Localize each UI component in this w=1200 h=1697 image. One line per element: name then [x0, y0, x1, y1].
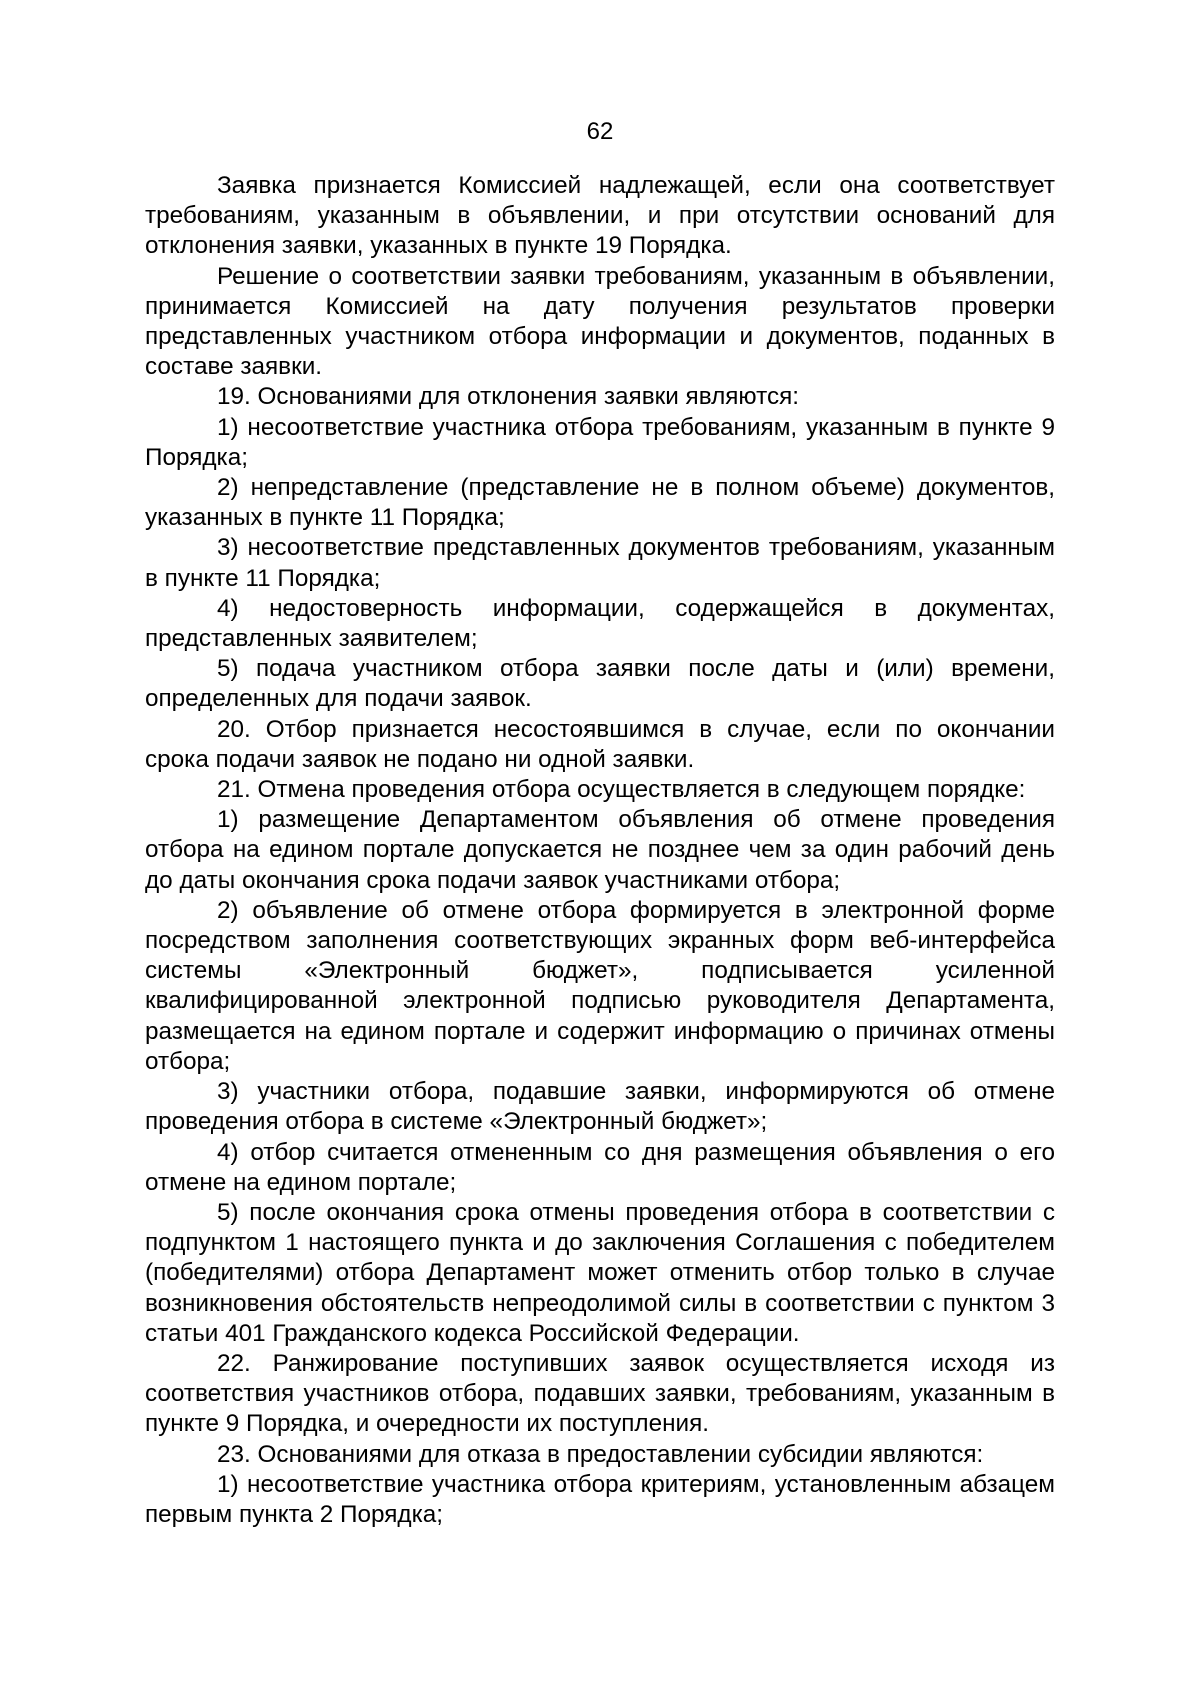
list-item: 4) отбор считается отмененным со дня размещения объявления о его отмене на едином портале; [145, 1138, 1055, 1196]
list-item: 1) несоответствие участника отбора критериям, установленным абзацем первым пункта 2 Порядка; [145, 1470, 1055, 1528]
list-item: 3) участники отбора, подавшие заявки, информируются об отмене проведения отбора в системе «Электронный бюджет»; [145, 1078, 1055, 1136]
page-number: 62 [586, 118, 614, 145]
list-item: 5) после окончания срока отмены проведения отбора в соответствии с подпунктом 1 настоящего пункта и до заключения Соглашения с победителем (победителями) отбора Департамент может отменить отбор только в случае возникновения обстоятельств непреодолимой силы в соответствии с пунктом 3 статьи 401 Гражданского кодекса Российской Федерации. [145, 1198, 1055, 1347]
paragraph: Заявка признается Комиссией надлежащей, если она соответствует требованиям, указанным в объявлении, и при отсутствии оснований для отклонения заявки, указанных в пункте 19 Порядка. [145, 172, 1055, 260]
list-item: 5) подача участником отбора заявки после даты и (или) времени, определенных для подачи заявок. [145, 655, 1055, 713]
paragraph: 20. Отбор признается несостоявшимся в случае, если по окончании срока подачи заявок не подано ни одной заявки. [145, 715, 1055, 773]
paragraph: 22. Ранжирование поступивших заявок осуществляется исходя из соответствия участников отбора, подавших заявки, требованиям, указанным в пункте 9 Порядка, и очередности их поступления. [145, 1349, 1055, 1438]
paragraph: Решение о соответствии заявки требованиям, указанным в объявлении, принимается Комиссией на дату получения результатов проверки представленных участником отбора информации и документов, поданных в составе заявки. [145, 262, 1055, 381]
paragraph: 23. Основаниями для отказа в предоставлении субсидии являются: [217, 1440, 984, 1468]
document-body [145, 171, 1055, 1530]
list-item: 2) объявление об отмене отбора формируется в электронной форме посредством заполнения соответствующих экранных форм веб-интерфейса системы «Электронный бюджет», подписывается усиленной квалифицированной электронной подписью руководителя Департамента, размещается на едином портале и содержит информацию о причинах отмены отбора; [145, 896, 1055, 1075]
list-item: 1) несоответствие участника отбора требованиям, указанным в пункте 9 Порядка; [145, 413, 1055, 471]
list-item: 1) размещение Департаментом объявления об отмене проведения отбора на едином портале допускается не позднее чем за один рабочий день до даты окончания срока подачи заявок участниками отбора; [145, 806, 1055, 894]
paragraph: 19. Основаниями для отклонения заявки являются: [217, 383, 799, 411]
list-item: 3) несоответствие представленных документов требованиям, указанным в пункте 11 Порядка; [145, 534, 1055, 592]
list-item: 4) недостоверность информации, содержащейся в документах, представленных заявителем; [145, 594, 1055, 653]
paragraph: 21. Отмена проведения отбора осуществляется в следующем порядке: [217, 776, 1026, 804]
list-item: 2) непредставление (представление не в полном объеме) документов, указанных в пункте 11 Порядка; [145, 474, 1055, 532]
